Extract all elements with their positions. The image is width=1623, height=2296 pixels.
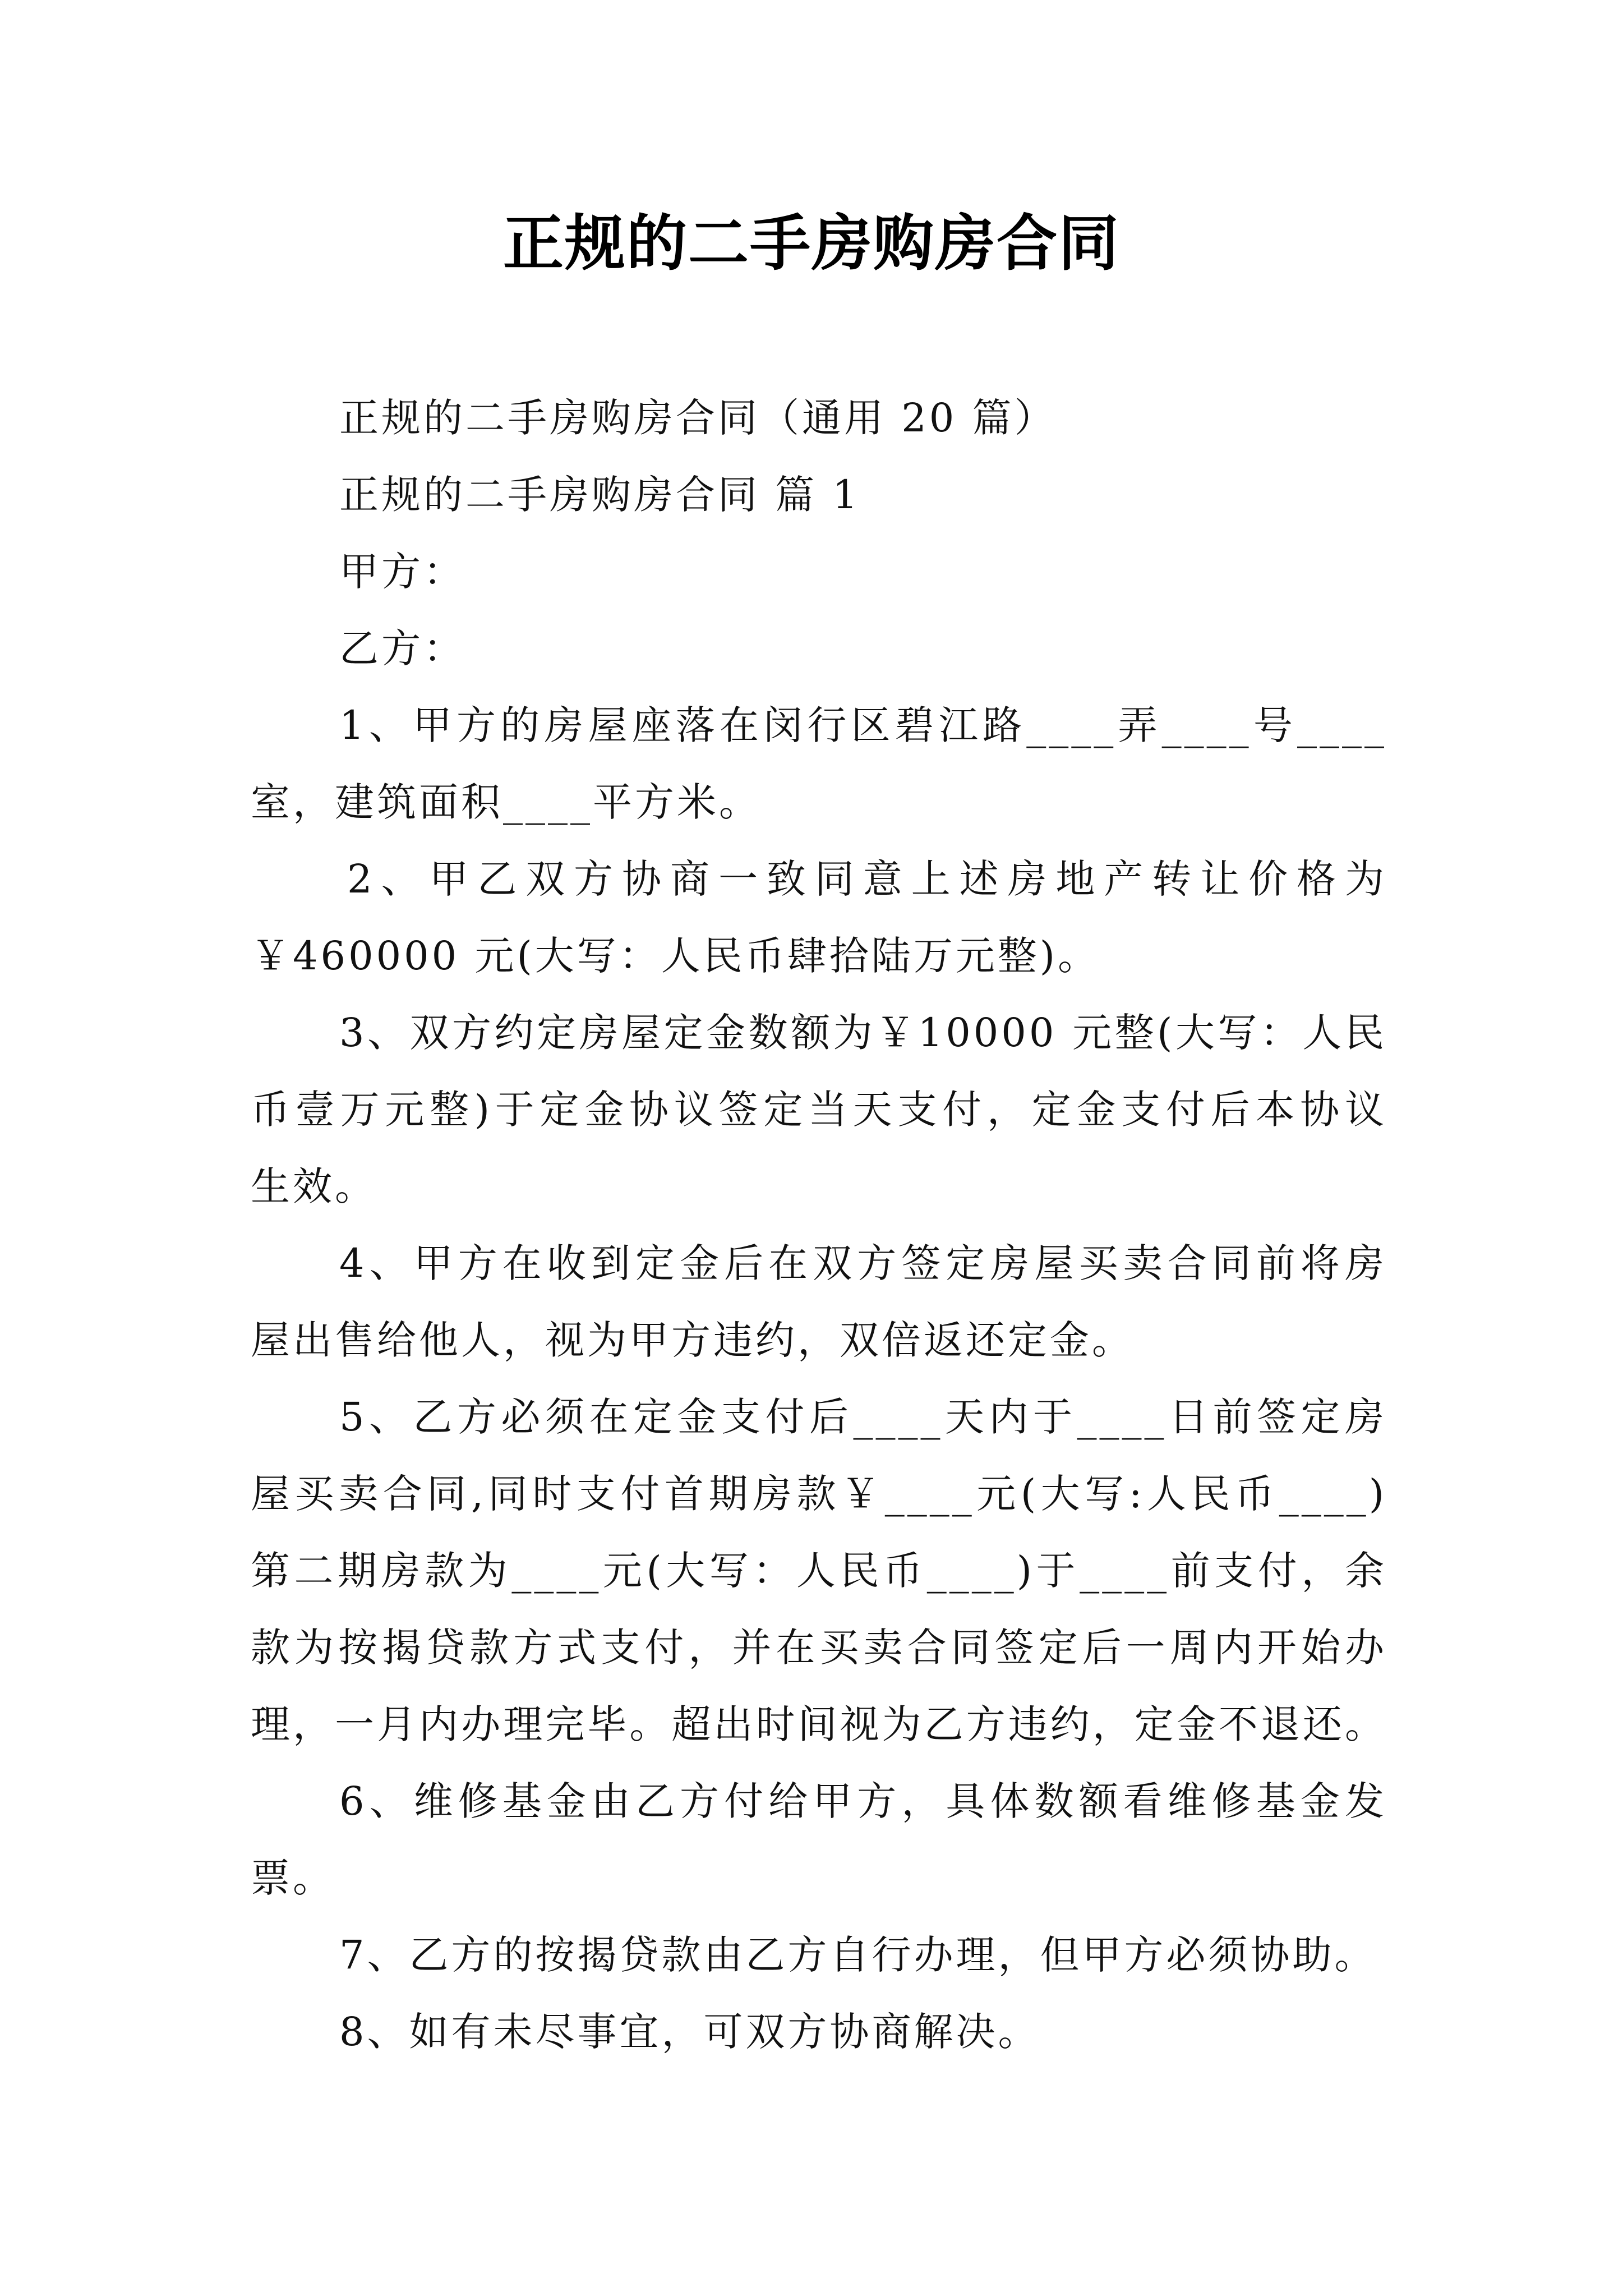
clause-5-line-3: 第二期房款为____元(大写：人民币____)于____前支付，余 [251, 1548, 1387, 1594]
clause-2 [251, 841, 1387, 995]
clause-3 [251, 995, 1387, 1225]
clause-6-line-2: 票。 [251, 1855, 335, 1901]
clause-6 [251, 1763, 1387, 1917]
clause-4-line-2: 屋出售给他人，视为甲方违约，双倍返还定金。 [251, 1317, 1134, 1363]
clause-3-line-2: 币壹万元整)于定金协议签定当天支付，定金支付后本协议 [251, 1087, 1387, 1133]
clause-1 [251, 687, 1387, 841]
clause-5-line-5: 理，一月内办理完毕。超出时间视为乙方违约，定金不退还。 [251, 1701, 1387, 1747]
clause-4 [251, 1225, 1387, 1379]
clause-7 [251, 1917, 1387, 1994]
clause-3-line-1: 3、双方约定房屋定金数额为￥10000 元整(大写：人民 [339, 1010, 1387, 1056]
clause-4-line-1: 4、甲方在收到定金后在双方签定房屋买卖合同前将房 [339, 1240, 1387, 1286]
clause-2-line-1: 2、甲乙双方协商一致同意上述房地产转让价格为 [347, 856, 1387, 902]
clause-8 [251, 1994, 1387, 2070]
clause-6-line-1: 6、维修基金由乙方付给甲方，具体数额看维修基金发 [339, 1778, 1387, 1824]
party-a-label: 甲方： [339, 549, 465, 595]
clause-5-line-4: 款为按揭贷款方式支付，并在买卖合同签定后一周内开始办 [251, 1625, 1387, 1671]
clause-1-line-1: 1、甲方的房屋座落在闵行区碧江路____弄____号____ [339, 702, 1387, 748]
clause-5-line-1: 5、乙方必须在定金支付后____天内于____日前签定房 [339, 1394, 1387, 1440]
document-title: 正规的二手房购房合同 [502, 208, 1120, 279]
article-heading: 正规的二手房购房合同 篇 1 [339, 472, 861, 518]
clause-2-line-2: ￥460000 元(大写：人民币肆拾陆万元整)。 [251, 933, 1100, 979]
clause-5-line-2: 屋买卖合同,同时支付首期房款￥____元(大写:人民币____) [251, 1471, 1387, 1517]
clause-3-line-3: 生效。 [251, 1163, 377, 1209]
document-body [251, 380, 1387, 2070]
clause-7-line-1: 7、乙方的按揭贷款由乙方自行办理，但甲方必须协助。 [339, 1932, 1377, 1978]
clause-8-line-1: 8、如有未尽事宜，可双方协商解决。 [339, 2009, 1040, 2055]
clause-5 [251, 1379, 1387, 1763]
clause-1-line-2: 室，建筑面积____平方米。 [251, 779, 761, 825]
party-b-label: 乙方： [339, 625, 465, 671]
document-heading: 正规的二手房购房合同（通用 20 篇） [339, 395, 1057, 441]
